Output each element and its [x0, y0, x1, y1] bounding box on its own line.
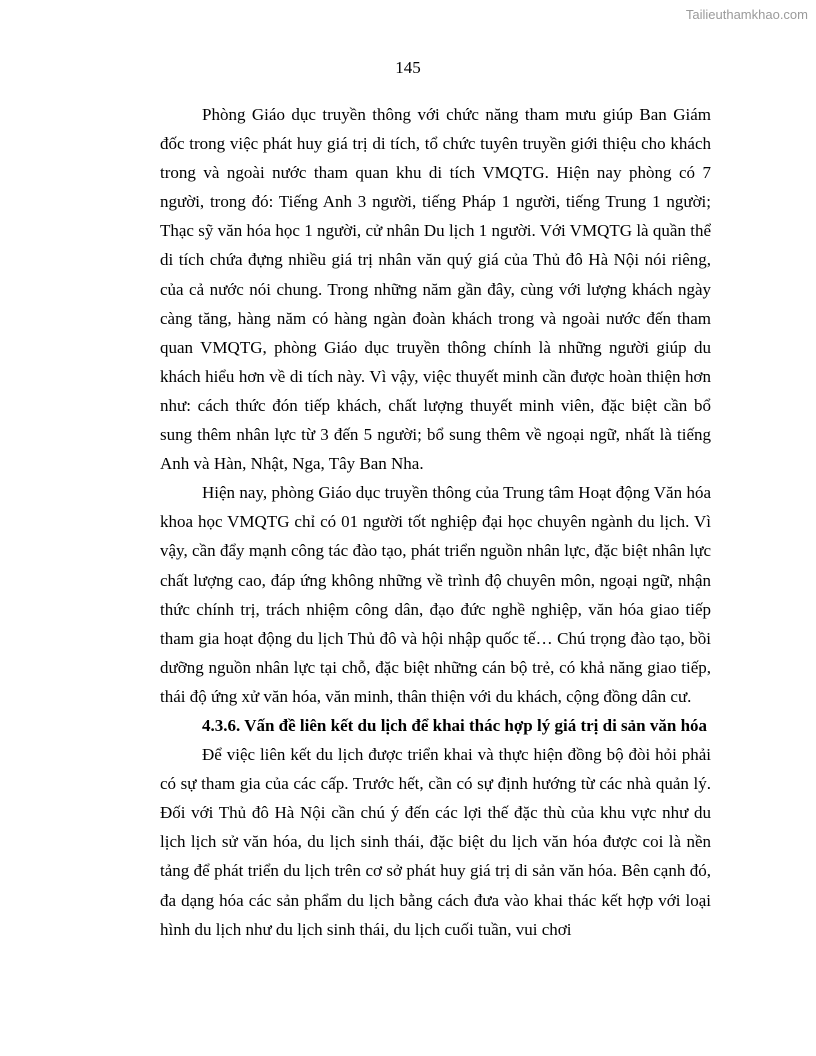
paragraph: Phòng Giáo dục truyền thông với chức năng tham mưu giúp Ban Giám đốc trong việc phát huy giá trị di tích, tổ chức tuyên truyền giới thiệu cho khách trong và ngoài nước tham quan khu di tích VMQTG. Hiện nay phòng có 7 người, trong đó: Tiếng Anh 3 người, tiếng Pháp 1 người, tiếng Trung 1 người; Thạc sỹ văn hóa học 1 người, cử nhân Du lịch 1 người. Với VMQTG là quần thể di tích chứa đựng nhiều giá trị nhân văn quý giá của Thủ đô Hà Nội nói riêng, của cả nước nói chung. Trong những năm gần đây, cùng với lượng khách ngày càng tăng, hàng năm có hàng ngàn đoàn khách trong và ngoài nước đến tham quan VMQTG, phòng Giáo dục truyền thông chính là những người giúp du khách hiểu hơn về di tích này. Vì vậy, việc thuyết minh cần được hoàn thiện hơn như: cách thức đón tiếp khách, chất lượng thuyết minh viên, đặc biệt cần bổ sung thêm nhân lực từ 3 đến 5 người; bổ sung thêm về ngoại ngữ, nhất là tiếng Anh và Hàn, Nhật, Nga, Tây Ban Nha. [160, 105, 711, 474]
page-number: 145 [395, 58, 421, 77]
watermark: Tailieuthamkhao.com [685, 7, 808, 22]
paragraph: Hiện nay, phòng Giáo dục truyền thông của Trung tâm Hoạt động Văn hóa khoa học VMQTG chỉ có 01 người tốt nghiệp đại học chuyên ngành du lịch. Vì vậy, cần đẩy mạnh công tác đào tạo, phát triển nguồn nhân lực, đặc biệt nhân lực chất lượng cao, đáp ứng không những về trình độ chuyên môn, ngoại ngữ, nhận thức chính trị, trách nhiệm công dân, đạo đức nghề nghiệp, văn hóa giao tiếp tham gia hoạt động du lịch Thủ đô và hội nhập quốc tế… Chú trọng đào tạo, bồi dưỡng nguồn nhân lực tại chỗ, đặc biệt những cán bộ trẻ, có khả năng giao tiếp, thái độ ứng xử văn hóa, văn minh, thân thiện với du khách, cộng đồng dân cư. [160, 483, 711, 706]
document-body [160, 100, 711, 944]
paragraph: Để việc liên kết du lịch được triển khai và thực hiện đồng bộ đòi hỏi phải có sự tham gia của các cấp. Trước hết, cần có sự định hướng từ các nhà quản lý. Đối với Thủ đô Hà Nội cần chú ý đến các lợi thế đặc thù của khu vực như du lịch lịch sử văn hóa, du lịch sinh thái, đặc biệt du lịch văn hóa được coi là nền tảng để phát triển du lịch trên cơ sở phát huy giá trị di sản văn hóa. Bên cạnh đó, đa dạng hóa các sản phẩm du lịch bằng cách đưa vào khai thác kết hợp với loại hình du lịch như du lịch sinh thái, du lịch cuối tuần, vui chơi [160, 745, 711, 939]
section-heading: 4.3.6. Vấn đề liên kết du lịch để khai thác hợp lý giá trị di sản văn hóa [202, 715, 708, 735]
